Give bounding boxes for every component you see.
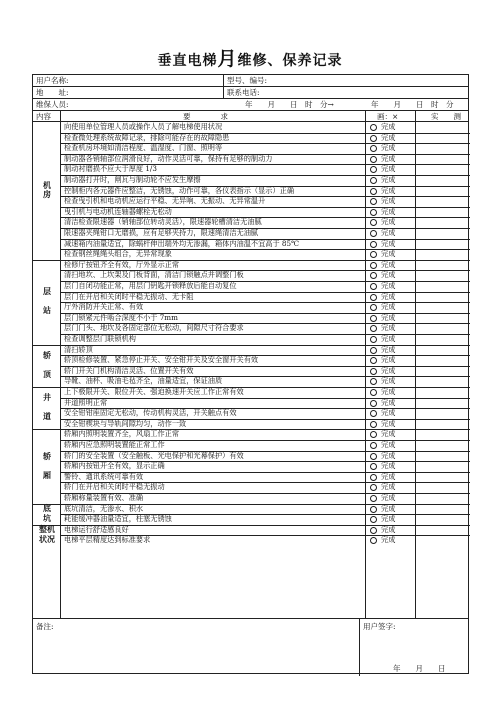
done-label: 完成: [381, 153, 396, 163]
requirement-text: 层门自闭功能正常，用层门钥匙开锁释放后能自动复位: [64, 281, 237, 290]
requirement-text: 安全钳楔块与导轨间隙均匀，动作一致: [64, 418, 187, 428]
date-to: 年 月 日 时 分: [371, 100, 454, 109]
table-row: [33, 514, 468, 525]
done-label: 完成: [381, 217, 396, 227]
check-circle-icon[interactable]: [370, 347, 377, 354]
check-circle-icon[interactable]: [370, 145, 377, 152]
table-row: [33, 355, 468, 366]
table-row: [33, 323, 468, 334]
check-circle-icon[interactable]: [370, 400, 377, 407]
requirement-text: 轿厢内按钮开全有效，显示正确: [64, 461, 165, 471]
section-label: 轿 顶: [43, 349, 51, 379]
check-circle-icon[interactable]: [370, 315, 377, 322]
done-label: 完成: [381, 535, 396, 545]
table-row: [33, 122, 468, 133]
table-row: [33, 451, 468, 462]
check-circle-icon[interactable]: [370, 389, 377, 396]
done-label: 完成: [381, 312, 396, 322]
done-label: 完成: [381, 206, 396, 216]
requirement-text: 层门在开启和关闭时平稳无振动、无卡阻: [64, 291, 194, 301]
table-row: [33, 239, 468, 250]
header-check: 画：×: [377, 112, 399, 121]
done-label: 完成: [381, 249, 396, 259]
record-sheet: [32, 74, 469, 674]
requirement-text: 检修厅按钮齐全有效，厅外显示正常: [64, 259, 180, 269]
table-row: [33, 207, 468, 218]
done-label: 完成: [381, 196, 396, 206]
section-label: 机 房: [43, 179, 51, 200]
table-row: [33, 408, 468, 419]
table-row: [33, 472, 468, 483]
table-row: [33, 249, 468, 260]
requirement-text: 导靴、油杯、吸油毛毡齐全，油量适宜，保证油质: [64, 376, 223, 386]
table-row: [33, 376, 468, 387]
check-circle-icon[interactable]: [370, 166, 377, 173]
requirement-text: 制动衬磨损不应大于厚度 1/3: [64, 164, 157, 174]
table-row: [33, 260, 468, 271]
requirement-text: 清洁检查限速器（销轴部位转动灵活），限速器轮槽清洁无油腻: [64, 217, 262, 227]
check-circle-icon[interactable]: [370, 283, 377, 290]
check-circle-icon[interactable]: [370, 177, 377, 184]
requirement-text: 井道照明正常: [64, 397, 108, 407]
check-circle-icon[interactable]: [370, 272, 377, 279]
table-row: [33, 419, 468, 430]
phone-label: 联系电话:: [223, 87, 260, 99]
done-label: 完成: [381, 365, 396, 375]
check-circle-icon[interactable]: [370, 198, 377, 205]
title-suffix: 维修、保养记录: [237, 53, 343, 69]
requirement-text: 制动器各销轴部位润滑良好，动作灵活可靠，保持有足够的制动力: [64, 153, 273, 163]
done-label: 完成: [381, 185, 396, 195]
requirement-text: 减速箱内油量适宜，除蜗杆伸出端外均无渗漏，箱体内油温不宜高于 85℃: [64, 238, 300, 248]
table-row: [33, 398, 468, 409]
requirement-text: 层门锁紧元件啮合深度不小于 7mm: [64, 312, 178, 322]
done-label: 完成: [381, 376, 396, 386]
done-label: 完成: [381, 471, 396, 481]
check-circle-icon[interactable]: [370, 294, 377, 301]
section-label: 层 站: [43, 286, 51, 316]
check-circle-icon[interactable]: [370, 527, 377, 534]
requirement-text: 清扫轿顶: [64, 344, 93, 354]
title-month: 月: [217, 48, 238, 70]
signature-label: 用户签字:: [359, 619, 399, 676]
requirement-text: 层门门头、地坎及各固定部位无松动，间隙尺寸符合要求: [64, 323, 244, 333]
done-label: 完成: [381, 238, 396, 248]
check-circle-icon[interactable]: [370, 474, 377, 481]
done-label: 完成: [381, 344, 396, 354]
address-label: 地 址:: [36, 88, 69, 97]
table-row: [33, 292, 468, 303]
table-row: [33, 270, 468, 281]
requirement-text: 检查钢丝绳绳头组合，无异常现象: [64, 249, 172, 259]
maintenance-staff-label: 维保人员:: [36, 100, 69, 109]
check-circle-icon[interactable]: [370, 431, 377, 438]
table-row: [33, 345, 468, 356]
check-circle-icon[interactable]: [370, 230, 377, 237]
table-row: [33, 217, 468, 228]
table-row: [33, 175, 468, 186]
remarks-area: [33, 618, 468, 676]
requirement-text: 轿顶检修装置、紧急停止开关、安全钳开关及安全窗开关有效: [64, 355, 259, 365]
requirement-text: 制动器打开时，闸瓦与制动轮不应发生摩擦: [64, 175, 201, 184]
date-from: 年 月 日 时 分→: [245, 100, 334, 109]
check-circle-icon[interactable]: [370, 506, 377, 513]
check-circle-icon[interactable]: [370, 251, 377, 258]
section-label: 轿 厢: [43, 450, 51, 480]
done-label: 完成: [381, 397, 396, 407]
done-label: 完成: [381, 493, 396, 502]
requirement-text: 轿门在开启和关闭时平稳无振动: [64, 482, 165, 492]
table-row: [33, 228, 468, 239]
done-label: 完成: [381, 143, 396, 153]
table-row: [33, 196, 468, 207]
page-title: [0, 44, 500, 71]
done-label: 完成: [381, 524, 396, 534]
check-circle-icon[interactable]: [370, 304, 377, 311]
check-circle-icon[interactable]: [370, 463, 377, 470]
check-circle-icon[interactable]: [370, 124, 377, 131]
check-circle-icon[interactable]: [370, 325, 377, 332]
check-circle-icon[interactable]: [370, 378, 377, 385]
requirement-text: 耗能缓冲器油量适宜，柱塞无锈蚀: [64, 514, 172, 524]
table-row: [33, 143, 468, 154]
table-row: [33, 164, 468, 175]
requirement-text: 检查曳引机和电动机应运行平稳、无异响、无振动、无异常温升: [64, 196, 266, 206]
done-label: 完成: [381, 164, 396, 174]
check-circle-icon[interactable]: [370, 516, 377, 523]
done-label: 完成: [381, 228, 396, 237]
done-label: 完成: [381, 132, 396, 142]
requirement-text: 警铃、通讯系统可靠有效: [64, 471, 144, 481]
info-row-3: [33, 99, 468, 111]
check-circle-icon[interactable]: [370, 241, 377, 248]
done-label: 完成: [381, 461, 396, 471]
requirement-text: 曳引机与电动机连轴器螺栓无松动: [64, 206, 172, 216]
done-label: 完成: [381, 429, 396, 439]
requirement-text: 控制柜内各元器件应整洁，无锈蚀，动作可靠，各仪表指示（显示）正确: [64, 185, 295, 195]
requirement-text: 电梯运行舒适感良好: [64, 524, 129, 534]
done-label: 完成: [381, 408, 396, 418]
done-label: 完成: [381, 387, 396, 396]
done-label: 完成: [381, 334, 396, 343]
info-row-2: [33, 87, 468, 99]
requirement-text: 检查机房环境如清洁程度、温湿度、门窗、照明等: [64, 143, 223, 153]
table-row: [33, 482, 468, 493]
done-label: 完成: [381, 503, 396, 513]
check-circle-icon[interactable]: [370, 156, 377, 163]
table-row: [33, 366, 468, 377]
done-label: 完成: [381, 302, 396, 312]
check-circle-icon[interactable]: [370, 357, 377, 364]
info-row-1: [33, 75, 468, 87]
requirement-text: 轿门开关门机构清洁灵活、位置开关有效: [64, 365, 194, 375]
header-content: 内容: [36, 112, 51, 121]
requirement-text: 检查调整层门联锁机构: [64, 334, 136, 343]
done-label: 完成: [381, 122, 396, 131]
check-circle-icon[interactable]: [370, 495, 377, 502]
requirement-text: 轿门的安全装置（安全触板、光电保护和光幕保护）有效: [64, 450, 244, 460]
done-label: 完成: [381, 482, 396, 492]
check-circle-icon[interactable]: [370, 421, 377, 428]
signature-date: 年 月 日: [393, 664, 446, 673]
model-label: 型号、编号:: [223, 75, 267, 87]
table-row: [33, 387, 468, 398]
table-row: [33, 302, 468, 313]
requirement-text: 检查微处理系统故障记录，排除可能存在的故障隐患: [64, 132, 230, 142]
table-row: [33, 525, 468, 536]
table-row: [33, 154, 468, 165]
check-circle-icon[interactable]: [370, 537, 377, 544]
check-circle-icon[interactable]: [370, 368, 377, 375]
header-requirements: 要 求: [183, 112, 228, 121]
done-label: 完成: [381, 514, 396, 524]
done-label: 完成: [381, 259, 396, 269]
requirement-text: 轿厢称量装置有效、准确: [64, 493, 144, 502]
requirement-text: 限速器夹绳钳口无磨损，应有足够夹持力，限速绳清洁无油腻: [64, 228, 259, 237]
table-row: [33, 334, 468, 345]
table-row: [33, 281, 468, 292]
done-label: 完成: [381, 281, 396, 290]
done-label: 完成: [381, 450, 396, 460]
check-circle-icon[interactable]: [370, 188, 377, 195]
table-row: [33, 186, 468, 197]
check-circle-icon[interactable]: [370, 209, 377, 216]
check-circle-icon[interactable]: [370, 442, 377, 449]
table-row: [33, 493, 468, 504]
requirement-text: 底坑清洁，无渗水、积水: [64, 503, 144, 513]
check-circle-icon[interactable]: [370, 484, 377, 491]
table-row: [33, 429, 468, 440]
done-label: 完成: [381, 418, 396, 428]
requirement-text: 安全钳钳座固定无松动，传动机构灵活，开关触点有效: [64, 408, 237, 418]
done-label: 完成: [381, 440, 396, 449]
title-prefix: 垂直电梯: [157, 53, 218, 69]
remarks-label: 备注:: [36, 622, 54, 631]
table-row: [33, 133, 468, 144]
header-actual: 实 测: [431, 112, 461, 121]
done-label: 完成: [381, 175, 396, 184]
section-label: 整机 状况: [39, 524, 55, 544]
check-circle-icon[interactable]: [370, 135, 377, 142]
requirement-text: 电梯平层精度达到标准要求: [64, 535, 151, 545]
requirement-text: 厅外消防开关正常、有效: [64, 302, 144, 312]
done-label: 完成: [381, 291, 396, 301]
requirement-text: 向使用单位管理人员或操作人员了解电梯使用状况: [64, 122, 223, 131]
check-circle-icon[interactable]: [370, 262, 377, 269]
section-label: 井 道: [43, 392, 51, 422]
table-row: [33, 440, 468, 451]
table-row: [33, 461, 468, 472]
requirement-text: 轿厢内应急照明装置能正常工作: [64, 440, 165, 449]
done-label: 完成: [381, 270, 396, 280]
requirement-text: 轿厢内照明装置齐全，风扇工作正常: [64, 429, 180, 439]
check-circle-icon[interactable]: [370, 453, 377, 460]
requirement-text: 上下极限开关、限位开关、强迫换速开关应工作正常有效: [64, 387, 244, 396]
done-label: 完成: [381, 355, 396, 365]
requirement-text: 清扫地坎、上坎架及门板背面，清洁门锁触点并调整门板: [64, 270, 244, 280]
table-row: [33, 504, 468, 515]
check-circle-icon[interactable]: [370, 410, 377, 417]
done-label: 完成: [381, 323, 396, 333]
table-row: [33, 313, 468, 324]
check-circle-icon[interactable]: [370, 219, 377, 226]
section-label: 底 坑: [43, 503, 51, 523]
user-name-label: 用户名称:: [36, 76, 69, 85]
check-circle-icon[interactable]: [370, 336, 377, 343]
table-row: [33, 535, 468, 546]
